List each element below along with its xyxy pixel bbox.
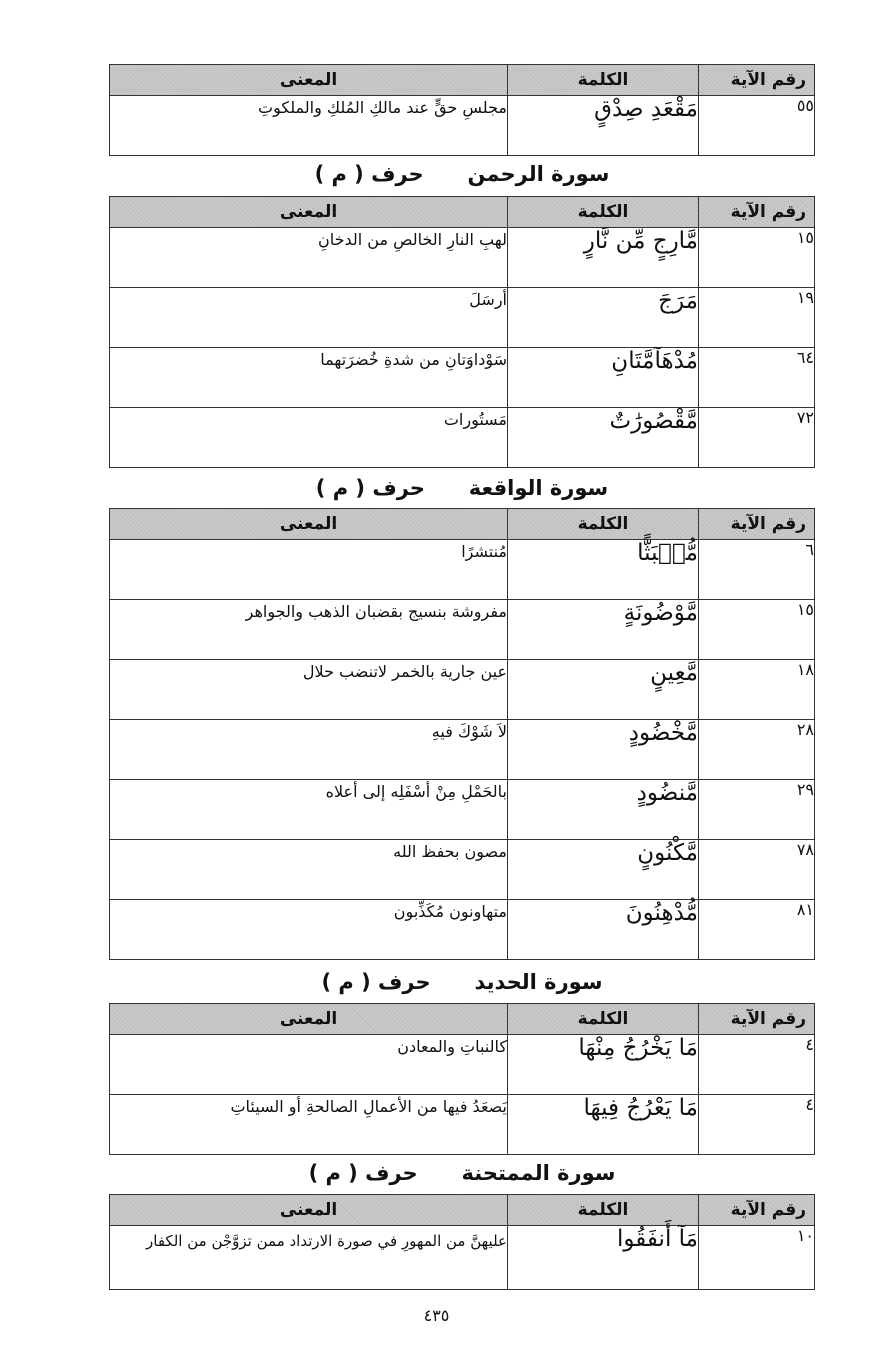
verse-number: ٦٤ (699, 348, 815, 408)
word: مُّنۢبَثًّا (508, 540, 699, 600)
table-mumtahana (109, 1194, 815, 1290)
header-meaning: المعنى (110, 197, 508, 228)
word: مَّكْنُونٍ (508, 840, 699, 900)
verse-number: ٦ (699, 540, 815, 600)
table-row (110, 720, 815, 780)
meaning: متهاونون مُكَذِّبون (110, 900, 508, 960)
glossary-table (109, 196, 815, 468)
glossary-table (109, 508, 815, 960)
meaning: أرسَلَ (110, 288, 508, 348)
verse-number: ٢٨ (699, 720, 815, 780)
glossary-table (109, 1194, 815, 1290)
verse-number: ٤ (699, 1095, 815, 1155)
verse-number: ١٠ (699, 1226, 815, 1290)
word: مُدْهَآمَّتَانِ (508, 348, 699, 408)
word: مَا يَخْرُجُ مِنْهَا (508, 1035, 699, 1095)
table-header (110, 1004, 815, 1035)
meaning: مَستُورات (110, 408, 508, 468)
verse-number: ٨١ (699, 900, 815, 960)
word: مُّدْهِنُونَ (508, 900, 699, 960)
header-verse-number: رقم الآية (699, 1004, 815, 1035)
table-row (110, 1035, 815, 1095)
meaning: لهبِ النارِ الخالصِ من الدخانِ (110, 228, 508, 288)
section-title-mumtahana: سورة الممتحنة حرف ( م ) (308, 1161, 616, 1185)
table-header (110, 1195, 815, 1226)
header-word: الكلمة (508, 1195, 699, 1226)
verse-number: ١٩ (699, 288, 815, 348)
meaning: مفروشة بنسيج بقضبان الذهب والجواهر (110, 600, 508, 660)
table-rahman (109, 196, 815, 468)
header-word: الكلمة (508, 197, 699, 228)
table-row (110, 540, 815, 600)
header-meaning: المعنى (110, 65, 508, 96)
table-hadid (109, 1003, 815, 1155)
table-row (110, 96, 815, 156)
word: مَا يَعْرُجُ فِيهَا (508, 1095, 699, 1155)
table-row (110, 840, 815, 900)
verse-number: ١٥ (699, 228, 815, 288)
table-waqia (109, 508, 815, 960)
header-meaning: المعنى (110, 1004, 508, 1035)
word: مَرَجَ (508, 288, 699, 348)
table-header (110, 509, 815, 540)
meaning: مصون بحفظ الله (110, 840, 508, 900)
header-word: الكلمة (508, 65, 699, 96)
verse-number: ٢٩ (699, 780, 815, 840)
word: مَّارِجٍ مِّن نَّارٍ (508, 228, 699, 288)
meaning: كالنباتِ والمعادن (110, 1035, 508, 1095)
glossary-table (109, 64, 815, 156)
verse-number: ٤ (699, 1035, 815, 1095)
verse-number: ٥٥ (699, 96, 815, 156)
section-title-hadid: سورة الحديد حرف ( م ) (321, 970, 603, 994)
glossary-table (109, 1003, 815, 1155)
meaning: لاَ شَوْكَ فيهِ (110, 720, 508, 780)
table-header (110, 197, 815, 228)
meaning: يَصعَدُ فيها من الأعمالِ الصالحةِ أو السيئاتِ (110, 1095, 508, 1155)
word: مَّقْصُورَٰتٌ (508, 408, 699, 468)
meaning: عليهنَّ من المهورِ في صورة الارتداد ممن تزوَّجْن من الكفار (110, 1226, 508, 1290)
meaning: مُنتشرًا (110, 540, 508, 600)
word: مَآ أَنفَقُوا (508, 1226, 699, 1290)
table-row (110, 900, 815, 960)
section-title-rahman: سورة الرحمن حرف ( م ) (314, 162, 610, 186)
word: مَّعِينٍ (508, 660, 699, 720)
table-row (110, 348, 815, 408)
verse-number: ١٨ (699, 660, 815, 720)
table-row (110, 1226, 815, 1290)
header-verse-number: رقم الآية (699, 1195, 815, 1226)
header-verse-number: رقم الآية (699, 65, 815, 96)
verse-number: ٧٢ (699, 408, 815, 468)
header-word: الكلمة (508, 1004, 699, 1035)
section-title-waqia: سورة الواقعة حرف ( م ) (315, 476, 609, 500)
header-verse-number: رقم الآية (699, 197, 815, 228)
table-row (110, 228, 815, 288)
page-number: ٤٣٥ (423, 1306, 450, 1325)
word: مَّنضُودٍ (508, 780, 699, 840)
meaning: بالحَمْلِ مِنْ أسْفَلِه إلى أعلاه (110, 780, 508, 840)
meaning: مجلسِ حقٍّ عند مالكِ المُلكِ والملكوتِ (110, 96, 508, 156)
word: مَقْعَدِ صِدْقٍ (508, 96, 699, 156)
meaning: سَوْداوَتانِ من شدةِ خُضرَتهما (110, 348, 508, 408)
header-meaning: المعنى (110, 1195, 508, 1226)
table-header (110, 65, 815, 96)
table-row (110, 600, 815, 660)
header-verse-number: رقم الآية (699, 509, 815, 540)
table-top (109, 64, 815, 156)
header-meaning: المعنى (110, 509, 508, 540)
table-row (110, 780, 815, 840)
table-row (110, 660, 815, 720)
table-row (110, 408, 815, 468)
word: مَّخْضُودٍ (508, 720, 699, 780)
meaning: عين جارية بالخمر لاتنضب حلال (110, 660, 508, 720)
word: مَّوْضُونَةٍ (508, 600, 699, 660)
table-row (110, 1095, 815, 1155)
verse-number: ٧٨ (699, 840, 815, 900)
verse-number: ١٥ (699, 600, 815, 660)
header-word: الكلمة (508, 509, 699, 540)
table-row (110, 288, 815, 348)
